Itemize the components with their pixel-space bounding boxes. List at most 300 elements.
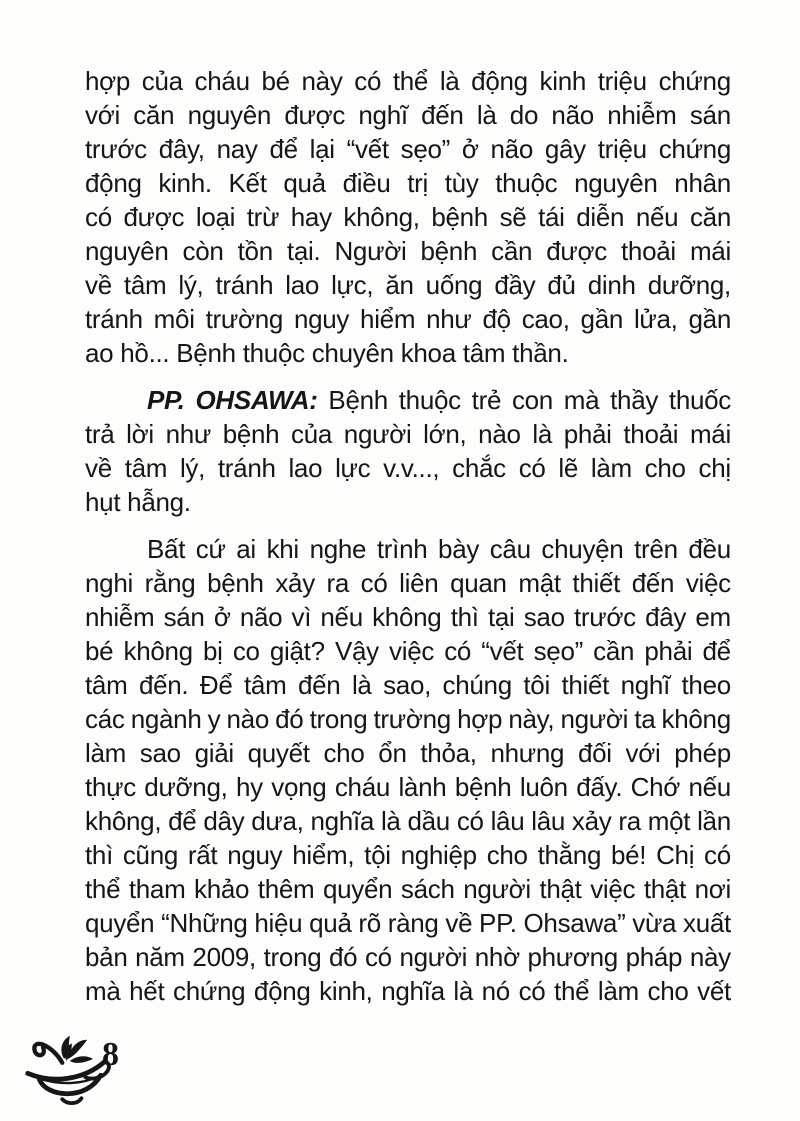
word: tâm	[123, 270, 167, 300]
word: PP.	[479, 908, 517, 938]
word: sao,	[383, 670, 432, 700]
word: ở	[213, 602, 231, 632]
word: gây	[544, 134, 586, 164]
word: được	[546, 236, 607, 266]
word: làm	[85, 738, 126, 768]
word: hợp	[457, 704, 503, 734]
word: đến.	[138, 670, 189, 700]
word: về	[85, 270, 112, 300]
word: v.v...,	[383, 453, 440, 483]
word: tại	[487, 602, 515, 632]
word: tùy	[444, 168, 479, 198]
word: trước	[85, 134, 147, 164]
word: Bất	[147, 534, 186, 564]
word: uống	[425, 270, 483, 300]
word: quyết	[247, 738, 310, 768]
text-line	[85, 302, 731, 336]
word: thỏa,	[420, 738, 477, 768]
word: loại	[195, 202, 236, 232]
text-line	[85, 166, 731, 200]
word: để	[702, 636, 731, 666]
word: không,	[343, 202, 420, 232]
word: Người	[334, 236, 407, 266]
word: ta	[634, 704, 656, 734]
word: đến	[297, 670, 341, 700]
word: y	[207, 704, 221, 734]
text-line	[85, 132, 731, 166]
word: xảy	[571, 806, 612, 836]
word: Bệnh	[328, 385, 388, 415]
word: được	[123, 202, 185, 232]
word: “vết	[481, 636, 524, 666]
page-text	[85, 64, 731, 1008]
word: Kết	[228, 168, 267, 198]
word: hy	[235, 772, 263, 802]
word: cần	[491, 236, 533, 266]
word: Vậy	[334, 636, 379, 666]
lead-word: OHSAWA:	[195, 385, 318, 415]
word: tâm	[85, 670, 128, 700]
word: trước	[574, 602, 636, 632]
word: một	[647, 806, 691, 836]
word: bản	[85, 942, 128, 972]
word: quyển	[85, 908, 155, 938]
word: hiệu	[254, 908, 303, 938]
word: giật?	[269, 636, 325, 666]
word: các	[85, 704, 125, 734]
word: trừ	[246, 202, 280, 232]
word: mật	[518, 568, 561, 598]
word: của	[141, 66, 183, 96]
word: hợp	[85, 66, 131, 96]
word: như	[165, 419, 211, 449]
word: nếu	[320, 602, 363, 632]
word: hết	[129, 976, 165, 1006]
word: đối	[577, 738, 612, 768]
word: người	[343, 419, 412, 449]
word: “Những	[161, 908, 248, 938]
word: để	[168, 806, 197, 836]
word: nguyên	[574, 168, 658, 198]
word: chuyện	[541, 534, 624, 564]
word: triệu	[597, 66, 647, 96]
word: nào	[478, 419, 521, 449]
word: lâu	[531, 806, 566, 836]
text-line: ao hồ... Bệnh thuộc chuyên khoa tâm thần.	[85, 338, 569, 368]
word: lâu	[490, 806, 525, 836]
word: Ohsawa”	[523, 908, 626, 938]
word: cháu	[194, 66, 250, 96]
text-line	[85, 200, 731, 234]
word: trong	[263, 942, 322, 972]
word: nghĩ	[620, 670, 670, 700]
word: sẽ	[499, 202, 527, 232]
text-line	[85, 804, 731, 838]
word: cứ	[195, 534, 226, 564]
word: nhân	[674, 168, 731, 198]
word: khảo	[194, 874, 250, 904]
word: đây	[645, 602, 687, 632]
word: lao	[288, 453, 323, 483]
word: cho	[486, 840, 528, 870]
word: tái	[538, 202, 565, 232]
word: nếu	[635, 202, 679, 232]
word: thêm	[257, 874, 315, 904]
word: là	[476, 100, 497, 130]
word: “vết	[346, 134, 389, 164]
word: năm	[135, 942, 185, 972]
word: lẽ	[558, 453, 579, 483]
word: rất	[187, 840, 218, 870]
word: bệnh	[420, 236, 478, 266]
word: thoải	[621, 236, 676, 266]
text-line	[85, 532, 731, 566]
word: cần	[593, 636, 635, 666]
word: vì	[291, 602, 312, 632]
word: tôi	[523, 670, 550, 700]
word: nào	[226, 704, 269, 734]
word: dây	[203, 806, 245, 836]
text-line	[85, 600, 731, 634]
word: thực	[85, 772, 136, 802]
word: cũng	[122, 840, 179, 870]
word: thoải	[623, 419, 679, 449]
word: người	[463, 874, 531, 904]
word: bé	[261, 66, 290, 96]
word: gần	[580, 304, 624, 334]
word: bé!	[610, 840, 647, 870]
word: là	[532, 419, 552, 449]
word: tâm	[244, 670, 287, 700]
word: thuộc	[495, 168, 558, 198]
word: gần	[688, 304, 731, 334]
word: đó	[329, 942, 358, 972]
word: ràng	[387, 908, 439, 938]
word: ai	[236, 534, 256, 564]
word: để	[269, 134, 298, 164]
word: có	[518, 976, 546, 1006]
word: nghi	[85, 568, 133, 598]
word: dưa,	[251, 806, 304, 836]
word: dưỡng,	[144, 772, 228, 802]
word: luôn	[519, 772, 568, 802]
word: do	[509, 100, 539, 130]
word: tại.	[286, 236, 321, 266]
word: chứng	[173, 976, 246, 1006]
word: chúng	[442, 670, 512, 700]
word: như	[426, 304, 472, 334]
word: tâm	[124, 453, 168, 483]
word: rằng	[144, 568, 196, 598]
word: việc	[685, 568, 731, 598]
word: thiết	[561, 670, 610, 700]
word: nghe	[309, 534, 367, 564]
word: liên	[399, 568, 439, 598]
page-number: 8	[102, 1036, 119, 1073]
word: phải	[563, 419, 612, 449]
word: thầy	[610, 385, 659, 415]
word: mái	[689, 419, 731, 449]
word: đó	[275, 704, 304, 734]
word: giải	[194, 738, 234, 768]
word: phải	[644, 636, 693, 666]
word: nhờ	[474, 942, 520, 972]
word: thể	[554, 976, 590, 1006]
text-line	[85, 940, 731, 974]
word: thì	[85, 840, 114, 870]
word: chứng	[658, 66, 731, 96]
word: trị	[407, 168, 429, 198]
word: là	[439, 66, 460, 96]
text-line	[85, 770, 731, 804]
word: sách	[400, 874, 455, 904]
word: là	[453, 976, 474, 1006]
word: tham	[128, 874, 186, 904]
word: thật	[643, 874, 686, 904]
word: co	[232, 636, 260, 666]
word: chắc	[452, 453, 506, 483]
word: làm	[597, 976, 639, 1006]
word: việc	[590, 874, 636, 904]
word: hiểm	[360, 304, 416, 334]
word: nghĩa	[310, 806, 375, 836]
text-line	[85, 872, 731, 906]
word: bày	[438, 534, 480, 564]
lead-word: PP.	[147, 385, 185, 415]
word: sao	[139, 738, 181, 768]
text-line	[85, 736, 731, 770]
word: không,	[85, 806, 162, 836]
word: trên	[634, 534, 678, 564]
word: bệnh	[431, 202, 488, 232]
word: đấy.	[576, 772, 623, 802]
word: bệnh	[454, 772, 512, 802]
word: tránh	[217, 453, 276, 483]
word: trường	[205, 304, 284, 334]
page-footer	[20, 1028, 119, 1110]
word: có	[444, 636, 472, 666]
paragraph	[85, 532, 731, 1008]
word: mái	[689, 236, 731, 266]
word: lao	[285, 270, 320, 300]
word: lực	[335, 453, 371, 483]
word: nơi	[694, 874, 731, 904]
word: cháu	[334, 772, 391, 802]
word: có	[364, 942, 392, 972]
word: thuộc	[398, 385, 461, 415]
word: lý,	[179, 453, 206, 483]
word: nghĩa	[381, 976, 445, 1006]
word: thể	[85, 874, 121, 904]
word: sao	[523, 602, 565, 632]
word: sán	[689, 100, 731, 130]
word: này	[301, 66, 343, 96]
word: bệnh	[222, 419, 280, 449]
text-line	[85, 234, 731, 268]
word: lần	[697, 806, 731, 836]
word: này,	[508, 704, 555, 734]
text-line: hụt hẫng.	[85, 487, 191, 517]
word: cho	[644, 453, 686, 483]
word: lành	[398, 772, 447, 802]
word: quả	[309, 908, 352, 938]
word: tồn	[237, 236, 273, 266]
word: sẹo”	[400, 134, 451, 164]
word: trả	[85, 419, 115, 449]
word: thể	[392, 66, 429, 96]
word: cho	[323, 738, 365, 768]
word: nó	[481, 976, 510, 1006]
paragraph	[85, 383, 731, 519]
word: nhiễm	[85, 602, 155, 632]
word: dưỡng,	[647, 270, 731, 300]
word: có	[354, 66, 382, 96]
word: ra	[326, 568, 350, 598]
text-line	[85, 702, 731, 736]
word: đến	[421, 100, 464, 130]
word: trường	[373, 704, 451, 734]
word: căn	[689, 202, 731, 232]
word: đều	[688, 534, 731, 564]
text-line	[85, 974, 731, 1008]
word: động	[471, 66, 528, 96]
word: nghiệp	[400, 840, 477, 870]
word: lửa,	[633, 304, 678, 334]
word: ổn	[378, 738, 407, 768]
word: động	[85, 168, 142, 198]
word: vừa	[632, 908, 677, 938]
word: có	[518, 453, 546, 483]
word: kinh	[539, 66, 587, 96]
word: người	[560, 704, 629, 734]
word: em	[695, 602, 731, 632]
word: nhiễm	[607, 100, 677, 130]
text-line	[85, 838, 731, 872]
word: việc	[389, 636, 435, 666]
word: quả	[283, 168, 326, 198]
text-line	[85, 383, 731, 417]
word: về	[85, 453, 112, 483]
word: theo	[681, 670, 731, 700]
word: là	[351, 670, 372, 700]
word: tránh	[215, 270, 274, 300]
word: pháp	[625, 942, 683, 972]
word: bệnh	[207, 568, 264, 598]
word: là	[380, 806, 401, 836]
word: con	[511, 385, 553, 415]
word: lớn,	[423, 419, 467, 449]
word: kinh,	[319, 976, 373, 1006]
word: về	[445, 908, 473, 938]
word: lực,	[331, 270, 374, 300]
word: thì	[450, 602, 479, 632]
word: lý,	[178, 270, 204, 300]
word: ra	[618, 806, 641, 836]
word: Để	[199, 670, 233, 700]
word: kinh.	[158, 168, 212, 198]
word: nguyên	[85, 236, 169, 266]
word: với	[625, 738, 661, 768]
text-line	[85, 668, 731, 702]
word: thiết	[572, 568, 621, 598]
word: người	[399, 942, 468, 972]
word: có	[360, 568, 388, 598]
word: nguyên	[187, 100, 272, 130]
word: nay	[216, 134, 258, 164]
word: không	[372, 602, 442, 632]
word: căn	[133, 100, 175, 130]
text-line	[85, 634, 731, 668]
word: làm	[590, 453, 632, 483]
word: nguy	[227, 840, 283, 870]
word: vọng	[271, 772, 327, 802]
word: sán	[163, 602, 205, 632]
word: Chị	[656, 840, 695, 870]
word: chứng	[658, 134, 731, 164]
word: hiểm,	[292, 840, 355, 870]
word: lời	[126, 419, 154, 449]
word: lại	[309, 134, 335, 164]
word: tội	[364, 840, 391, 870]
paragraph	[85, 64, 731, 370]
word: phép	[674, 738, 731, 768]
word: não	[490, 134, 533, 164]
word: mà	[85, 976, 121, 1006]
word: điều	[342, 168, 391, 198]
word: xảy	[275, 568, 315, 598]
word: trẻ	[471, 385, 502, 415]
word: phương	[527, 942, 618, 972]
word: đến	[631, 568, 675, 598]
word: quan	[450, 568, 507, 598]
word: có	[85, 202, 112, 232]
word: diễn	[576, 202, 625, 232]
word: bé	[85, 636, 114, 666]
text-line	[85, 64, 731, 98]
word: nghĩ	[358, 100, 408, 130]
word: trình	[376, 534, 428, 564]
word: hay	[290, 202, 332, 232]
word: môi	[153, 304, 195, 334]
word: thằng	[537, 840, 602, 870]
word: ngành	[130, 704, 202, 734]
word: động	[253, 976, 311, 1006]
word: thật	[539, 874, 582, 904]
word: độ	[482, 304, 511, 334]
text-line	[85, 98, 731, 132]
word: sẹo”	[533, 636, 583, 666]
word: nhưng	[490, 738, 565, 768]
word: triệu	[597, 134, 647, 164]
word: đủ	[547, 270, 576, 300]
word: Chớ	[630, 772, 681, 802]
word: dinh	[587, 270, 636, 300]
word: rõ	[358, 908, 381, 938]
word: vết	[697, 976, 731, 1006]
word: đầy	[494, 270, 536, 300]
word: nếu	[688, 772, 731, 802]
word: này	[689, 942, 731, 972]
word: nguy	[293, 304, 350, 334]
word: ở	[461, 134, 479, 164]
word: trong	[309, 704, 368, 734]
word: não	[239, 602, 283, 632]
word: có	[704, 840, 731, 870]
word: quyển	[322, 874, 393, 904]
word: mà	[563, 385, 600, 415]
word: còn	[182, 236, 224, 266]
word: khi	[266, 534, 299, 564]
